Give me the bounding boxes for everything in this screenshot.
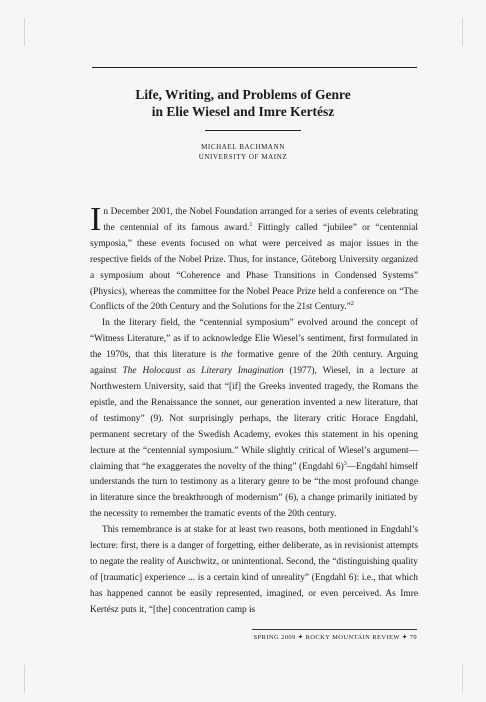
page-edge-mark [24,665,25,693]
page-edge-mark [24,18,25,46]
article-title-line1: Life, Writing, and Problems of Genre [135,87,351,102]
drop-cap: I [90,201,102,238]
footer-page-number: 79 [409,634,417,641]
paragraph-text: n December 2001, the Nobel Foundation arranged for a series of events celebrating the centennial of its famous award. [103,207,418,233]
paragraph-text: —Engdahl himself understands the turn to testimony as a literary genre to be “the most profound change in literature since the breakthrough of modernism” (6), a change primarily initiated by the necessity to remember the tramatic events of the 20th century. [90,461,418,520]
article-body [90,201,418,619]
paragraph-3 [90,523,418,618]
footer-journal: ROCKY MOUNTAIN REVIEW [305,634,400,641]
running-footer [200,633,417,641]
emphasis-text: the [221,350,233,361]
paragraph-1 [90,201,418,316]
paragraph-2 [90,316,418,523]
page-edge-mark [462,18,463,46]
footer-rule [252,629,417,630]
paragraph-text: Fittingly called “jubilee” or “centennial symposia,” these events focused on what were perceived as major issues in the respective fields of the Nobel Prize. Thus, for instance, Göteborg University organized a symposium about “Coherence and Phase Transitions in Condensed Systems” (Physics), whereas the committee for the Nobel Peace Prize held a conference on “The Conflicts of the 20th Century and the Solutions for the 21st Century.” [90,222,418,313]
diamond-icon: ✦ [297,634,306,641]
page-edge-mark [462,665,463,693]
header-rule [92,67,417,68]
paragraph-text: In the literary field, the “centennial symposium” evolved around the concept of “Witness Literature,” as if to acknowledge Elie Wiesel’s sentiment, first formulated in the 1970s, that this literature is [90,318,418,361]
diamond-icon: ✦ [401,634,410,641]
footnote-ref-1[interactable]: 1 [249,221,253,228]
paragraph-text: (1977), Wiesel, in a lecture at Northwestern University, said that “[if] the Greeks invented tragedy, the Romans the epistle, and the Renaissance the sonnet, our generation invented a new literature, that of testimony” (9). Not surprisingly perhaps, the literary critic Horace Engdahl, permanent secretary of the Swedish Academy, evokes this statement in his opening lecture at the “centennial symposium.” While slightly critical of Wiesel’s argument—claiming that “he exaggerates the novelty of the thing” (Engdahl 6) [90,366,418,472]
book-title: The Holocaust as Literary Imagination [122,366,284,377]
paragraph-text: formative genre of the 20th century. Arguing against [90,350,418,377]
author-affiliation: UNIVERSITY OF MAINZ [198,153,288,161]
footer-issue: SPRING 2009 [253,634,296,641]
footnote-ref-2[interactable]: 2 [350,301,354,308]
footnote-ref-3[interactable]: 3 [343,460,347,467]
title-divider [205,130,301,131]
article-title-line2: in Elie Wiesel and Imre Kertész [151,104,335,119]
paragraph-text: This remembrance is at stake for at least two reasons, both mentioned in Engdahl’s lecture: first, there is a danger of forgetting, either deliberate, as in revisionist attempts to negate the reality of Auschwitz, or unintentional. Second, the “distinguishing quality of [traumatic] experience ... is a certain kind of unreality” (Engdahl 6): i.e., that which has happened cannot be easily represented, imagined, or even perceived. As Imre Kertész puts it, “[the] concentration camp is [90,525,418,615]
author-name: MICHAEL BACHMANN [201,143,285,151]
